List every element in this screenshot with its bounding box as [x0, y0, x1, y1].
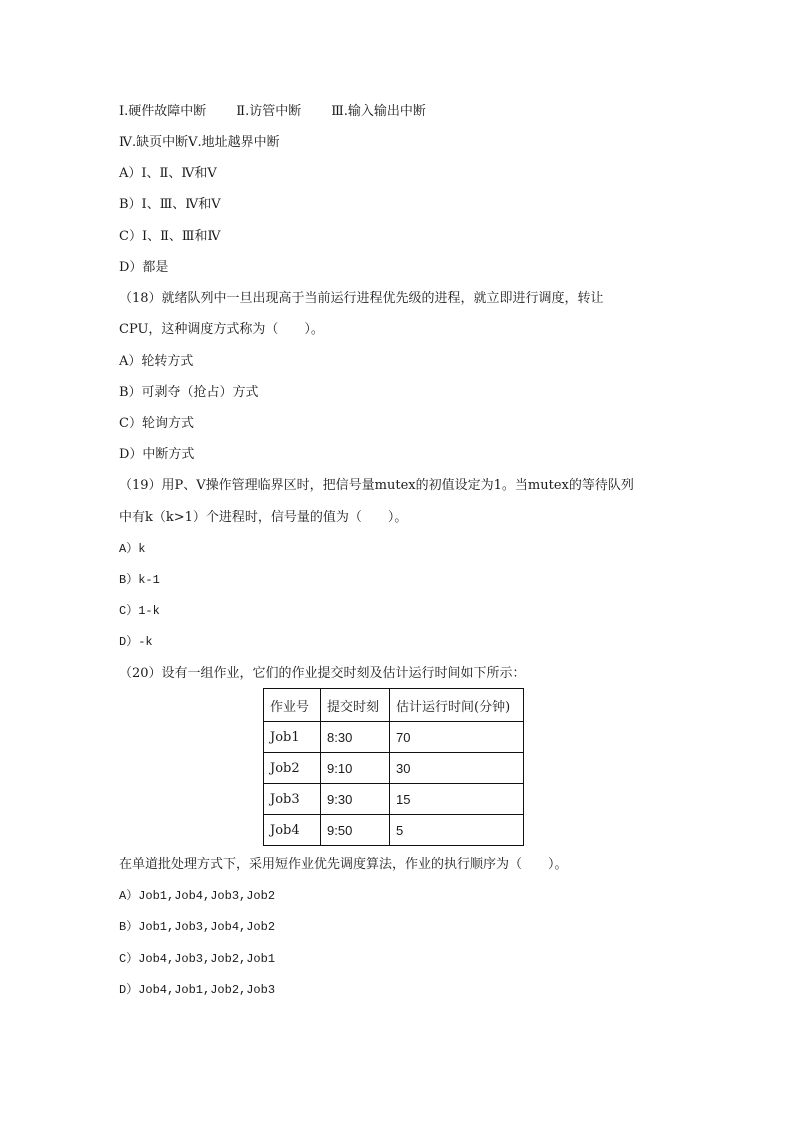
table-row	[264, 753, 524, 784]
cell-time: 9:30	[321, 784, 390, 815]
q20-choice-d: D）Job4,Job1,Job2,Job3	[119, 983, 276, 997]
q18-choice-a: A）轮转方式	[119, 354, 194, 369]
q18-choice-d: D）中断方式	[119, 447, 195, 462]
q20-question: 在单道批处理方式下，采用短作业优先调度算法，作业的执行顺序为（ ）。	[119, 857, 568, 872]
q17-options-line2: Ⅳ.缺页中断Ⅴ.地址越界中断	[119, 135, 280, 150]
cell-time: 9:10	[321, 753, 390, 784]
q17-choice-c: C）Ⅰ、Ⅱ、Ⅲ和Ⅳ	[119, 229, 221, 244]
q19-stem-line2: 中有k（k>1）个进程时，信号量的值为（ ）。	[119, 510, 408, 525]
cell-runtime: 15	[390, 784, 524, 815]
header-submit-time: 提交时刻	[321, 689, 390, 722]
cell-runtime: 30	[390, 753, 524, 784]
cell-job: Job1	[264, 722, 321, 753]
q20-choice-c: C）Job4,Job3,Job2,Job1	[119, 952, 276, 966]
q18-choice-b: B）可剥夺（抢占）方式	[119, 385, 259, 400]
q20-choice-a: A）Job1,Job4,Job3,Job2	[119, 889, 276, 903]
q18-stem-line2: CPU，这种调度方式称为（ ）。	[119, 322, 324, 337]
cell-job: Job2	[264, 753, 321, 784]
cell-time: 8:30	[321, 722, 390, 753]
cell-time: 9:50	[321, 815, 390, 846]
q19-choice-d: D）-k	[119, 635, 153, 649]
q19-choice-b: B）k-1	[119, 573, 160, 587]
q19-choice-c: C）1-k	[119, 604, 160, 618]
q17-choice-b: B）Ⅰ、Ⅲ、Ⅳ和Ⅴ	[119, 197, 221, 212]
cell-runtime: 70	[390, 722, 524, 753]
q19-stem-line1: （19）用P、V操作管理临界区时，把信号量mutex的初值设定为1。当mutex的等待队列	[119, 478, 634, 493]
q18-stem-line1: （18）就绪队列中一旦出现高于当前运行进程优先级的进程，就立即进行调度，转让	[119, 291, 604, 306]
table-row	[264, 815, 524, 846]
q17-option-3: Ⅲ.输入输出中断	[331, 104, 426, 119]
cell-job: Job3	[264, 784, 321, 815]
table-header-row	[264, 689, 524, 722]
q19-choice-a: A）k	[119, 542, 146, 556]
table-row	[264, 722, 524, 753]
q20-choice-b: B）Job1,Job3,Job4,Job2	[119, 920, 276, 934]
cell-runtime: 5	[390, 815, 524, 846]
q17-option-1: Ⅰ.硬件故障中断	[119, 104, 207, 119]
q17-choice-a: A）Ⅰ、Ⅱ、Ⅳ和Ⅴ	[119, 166, 217, 181]
q18-choice-c: C）轮询方式	[119, 416, 194, 431]
header-estimated-runtime: 估计运行时间(分钟)	[390, 689, 524, 722]
cell-job: Job4	[264, 815, 321, 846]
q17-options-line1	[119, 103, 426, 121]
q17-option-2: Ⅱ.访管中断	[236, 104, 302, 119]
job-table	[263, 688, 524, 846]
table-row	[264, 784, 524, 815]
q17-choice-d: D）都是	[119, 260, 169, 275]
header-job-id: 作业号	[264, 689, 321, 722]
q20-stem: （20）设有一组作业，它们的作业提交时刻及估计运行时间如下所示：	[119, 666, 526, 681]
